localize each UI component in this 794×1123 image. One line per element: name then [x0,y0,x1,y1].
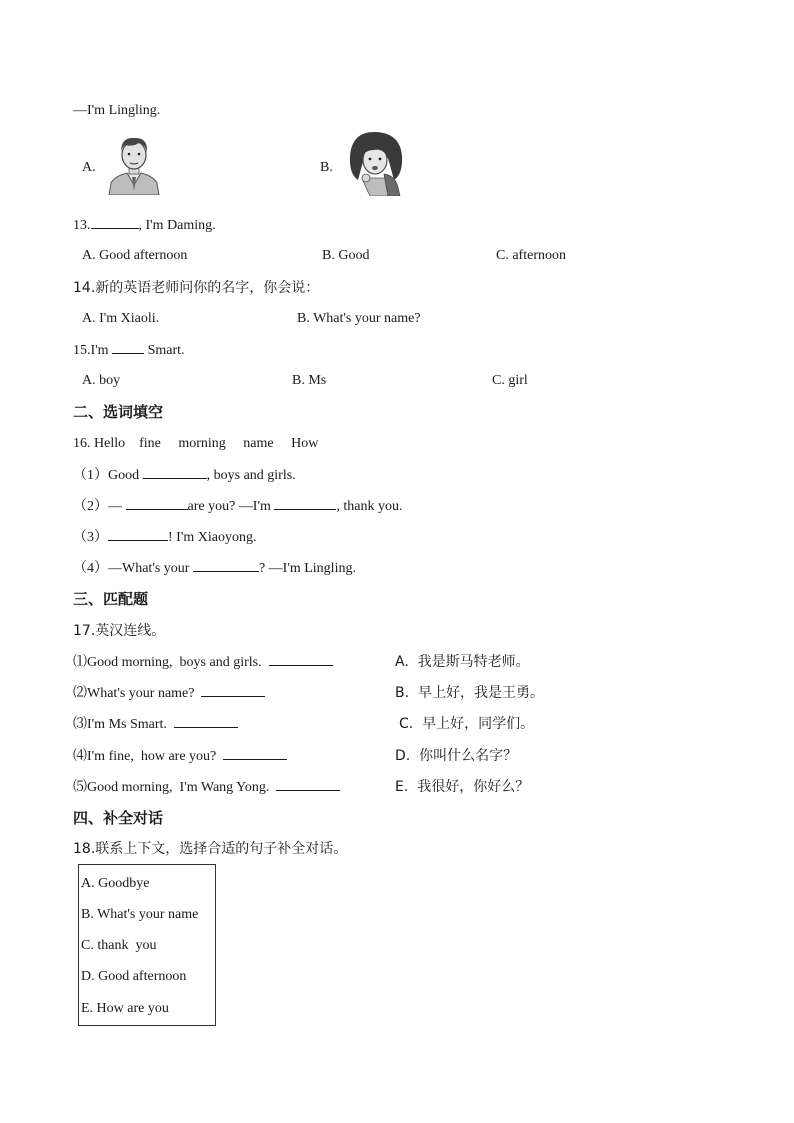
q18-options-box [78,864,216,1026]
q18-option[interactable]: C. thank you [81,938,157,953]
answer-blank[interactable] [112,341,144,354]
q17-question: 17.英汉连线。 [73,623,166,639]
answer-blank[interactable] [143,466,207,479]
answer-blank[interactable] [108,528,168,541]
q16-line-1 [73,466,296,485]
q18-option[interactable]: B. What's your name [81,907,199,922]
girl-icon [344,128,408,196]
q17-left-text: ⑸Good morning, I'm Wang Yong. [73,780,270,795]
q16-text: （4）—What's your [73,561,193,576]
answer-blank[interactable] [91,216,139,229]
section-title: 四、补全对话 [73,809,164,827]
q18-option[interactable]: D. Good afternoon [81,969,187,984]
q12-option-b-label[interactable]: B. [320,160,333,175]
q13-number: 13. [73,218,91,233]
q15-option-b[interactable]: B. Ms [292,373,327,388]
q13-option-a[interactable]: A. Good afternoon [82,248,188,263]
q15-question [73,341,185,360]
q17-left-text: ⑵What's your name? [73,686,195,701]
answer-blank[interactable] [276,778,340,791]
q14-option-a[interactable]: A. I'm Xiaoli. [82,311,160,326]
q18-option[interactable]: E. How are you [81,1001,169,1016]
q15-text: Smart. [147,343,185,358]
q14-question: 14.新的英语老师问你的名字，你会说： [73,280,320,296]
q12-option-a-label[interactable]: A. [82,160,96,175]
answer-blank[interactable] [274,497,336,510]
q16-text: （2）— [73,499,126,514]
q16-text: , thank you. [336,499,403,514]
q17-right-item[interactable]: E. 我很好，你好么？ [395,779,530,795]
q15-number: 15.I'm [73,343,109,358]
section-title: 二、选词填空 [73,403,164,421]
q17-left-item [73,715,238,734]
q17-right-item[interactable]: C. 早上好，同学们。 [399,716,535,732]
q17-left-text: ⑷I'm fine, how are you? [73,749,217,764]
q16-line-4 [73,559,356,578]
q13-option-c[interactable]: C. afternoon [496,248,566,263]
q16-line-3 [73,528,256,547]
q17-left-item [73,747,287,766]
answer-blank[interactable] [223,747,287,760]
answer-blank[interactable] [126,497,188,510]
q17-left-item [73,653,333,672]
q17-right-item[interactable]: A. 我是斯马特老师。 [395,654,530,670]
q17-left-text: ⑶I'm Ms Smart. [73,717,167,732]
q17-right-item[interactable]: B. 早上好，我是王勇。 [395,685,544,701]
q12-prompt: —I'm Lingling. [73,103,161,118]
q17-right-item[interactable]: D. 你叫什么名字？ [395,748,518,764]
section-title: 三、匹配题 [73,590,149,608]
q13-text: , I'm Daming. [138,218,216,233]
q18-question: 18.联系上下文，选择合适的句子补全对话。 [73,841,348,857]
answer-blank[interactable] [269,653,333,666]
answer-blank[interactable] [201,684,265,697]
boy-icon [105,133,163,195]
answer-blank[interactable] [174,715,238,728]
q16-text: are you? —I'm [187,499,275,514]
q13-option-b[interactable]: B. Good [322,248,370,263]
q16-text: ! I'm Xiaoyong. [168,530,257,545]
q16-line-2 [73,497,403,516]
q16-text: , boys and girls. [206,468,296,483]
q14-option-b[interactable]: B. What's your name? [297,311,421,326]
q13-question [73,216,216,235]
q16-text: （3） [73,530,108,545]
q18-option[interactable]: A. Goodbye [81,876,150,891]
q16-text: （1）Good [73,468,143,483]
q17-left-item [73,684,265,703]
q16-word-bank: 16. Hello fine morning name How [73,436,319,451]
q15-option-c[interactable]: C. girl [492,373,528,388]
answer-blank[interactable] [193,559,259,572]
q17-left-text: ⑴Good morning, boys and girls. [73,655,262,670]
q15-option-a[interactable]: A. boy [82,373,121,388]
q17-left-item [73,778,340,797]
q16-text: ? —I'm Lingling. [258,561,356,576]
